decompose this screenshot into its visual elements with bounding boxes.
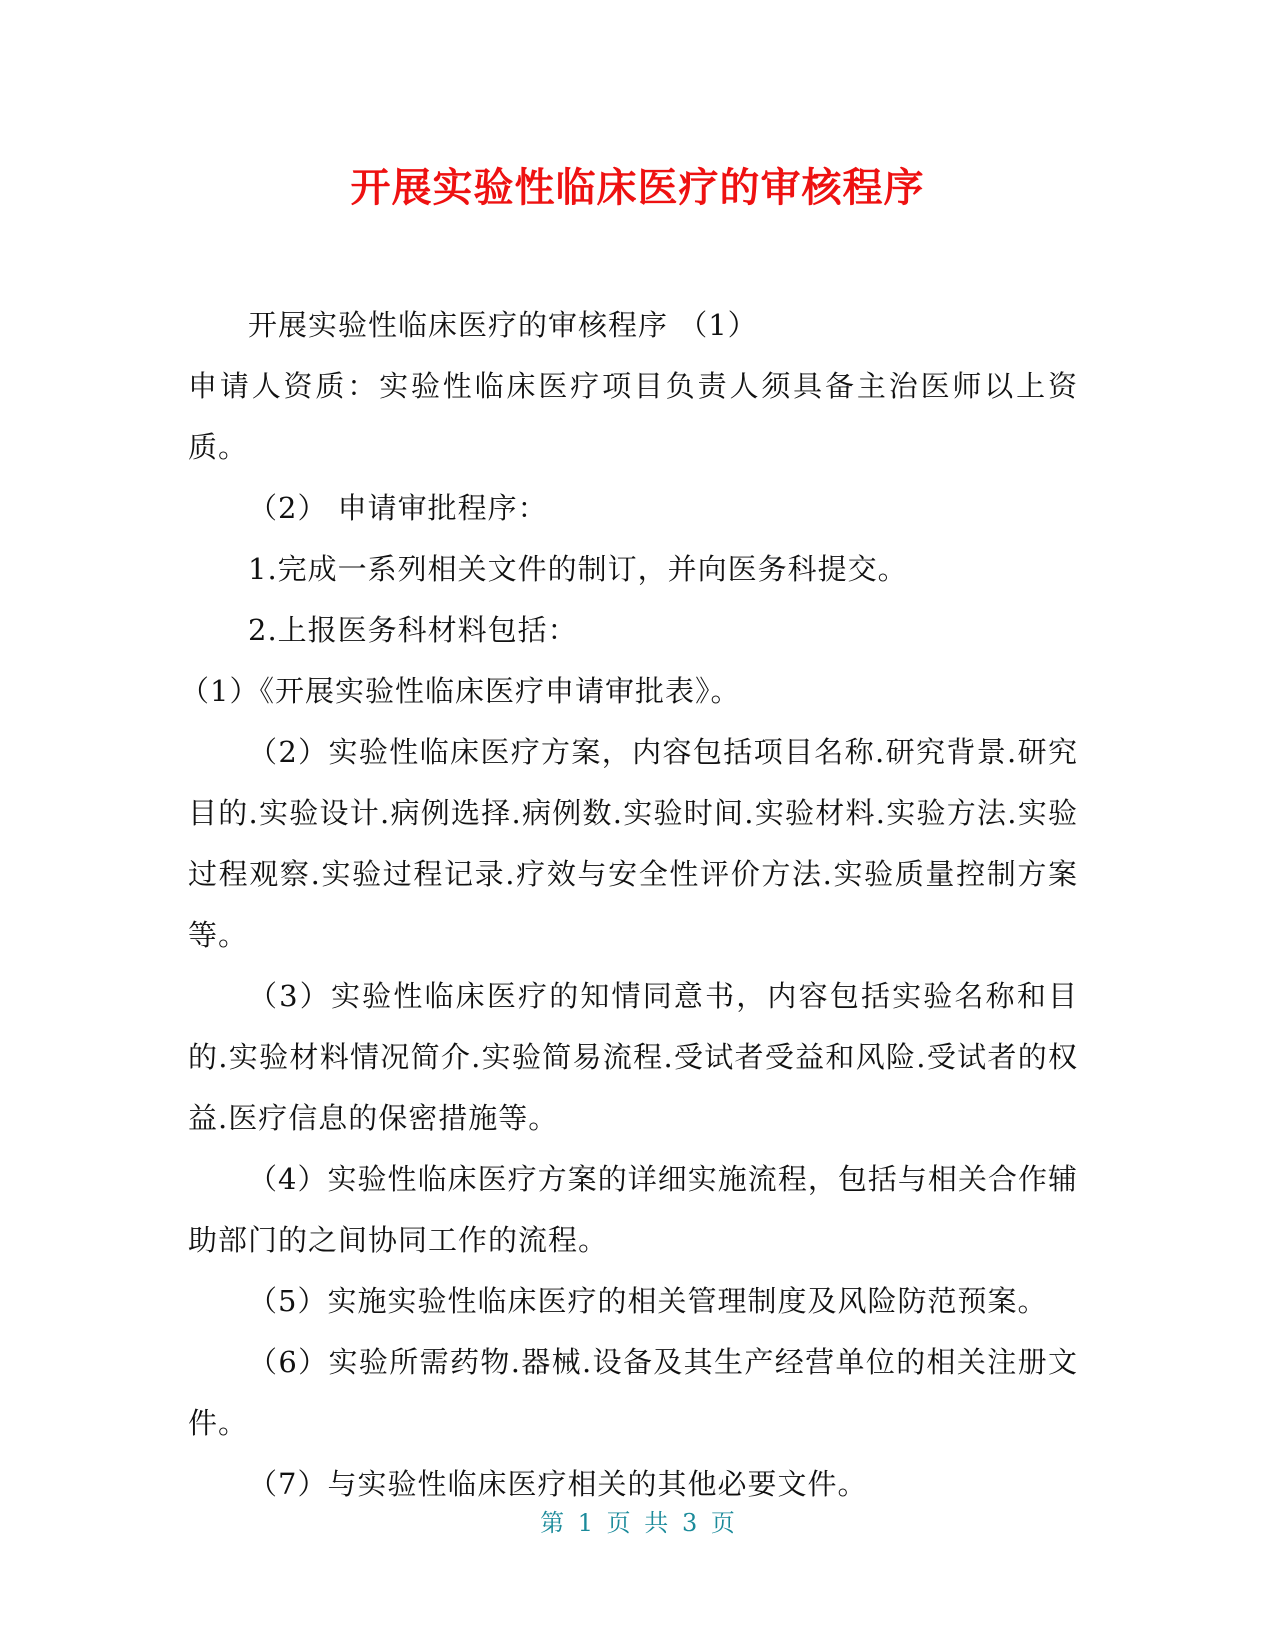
paragraph-item-5: （5）实施实验性临床医疗的相关管理制度及风险防范预案。 <box>248 1284 1048 1318</box>
paragraph-applicant-qualification: 申请人资质：实验性临床医疗项目负责人须具备主治医师以上资质。 <box>188 369 1078 464</box>
document-body <box>180 295 1078 1515</box>
paragraph-heading: 开展实验性临床医疗的审核程序 （1） <box>248 308 758 342</box>
paragraph-item-1: （1）《开展实验性临床医疗申请审批表》。 <box>180 674 741 708</box>
paragraph-item-3: （3）实验性临床医疗的知情同意书，内容包括实验名称和目的.实验材料情况简介.实验简易流程.受试者受益和风险.受试者的权益.医疗信息的保密措施等。 <box>188 979 1078 1135</box>
page-number-footer: 第 1 页 共 3 页 <box>540 1509 735 1537</box>
paragraph-step-1: 1.完成一系列相关文件的制订，并向医务科提交。 <box>248 552 908 586</box>
paragraph-step-2: 2.上报医务科材料包括： <box>248 613 578 647</box>
paragraph-item-6: （6）实验所需药物.器械.设备及其生产经营单位的相关注册文件。 <box>188 1345 1078 1440</box>
document-title: 开展实验性临床医疗的审核程序 <box>350 165 925 211</box>
paragraph-item-7: （7）与实验性临床医疗相关的其他必要文件。 <box>248 1467 868 1501</box>
paragraph-item-2: （2）实验性临床医疗方案，内容包括项目名称.研究背景.研究目的.实验设计.病例选择.病例数.实验时间.实验材料.实验方法.实验过程观察.实验过程记录.疗效与安全性评价方法.实验质量控制方案等。 <box>188 735 1078 952</box>
paragraph-item-4: （4）实验性临床医疗方案的详细实施流程，包括与相关合作辅助部门的之间协同工作的流程。 <box>188 1162 1078 1257</box>
paragraph-approval-procedure: （2） 申请审批程序： <box>248 491 548 525</box>
